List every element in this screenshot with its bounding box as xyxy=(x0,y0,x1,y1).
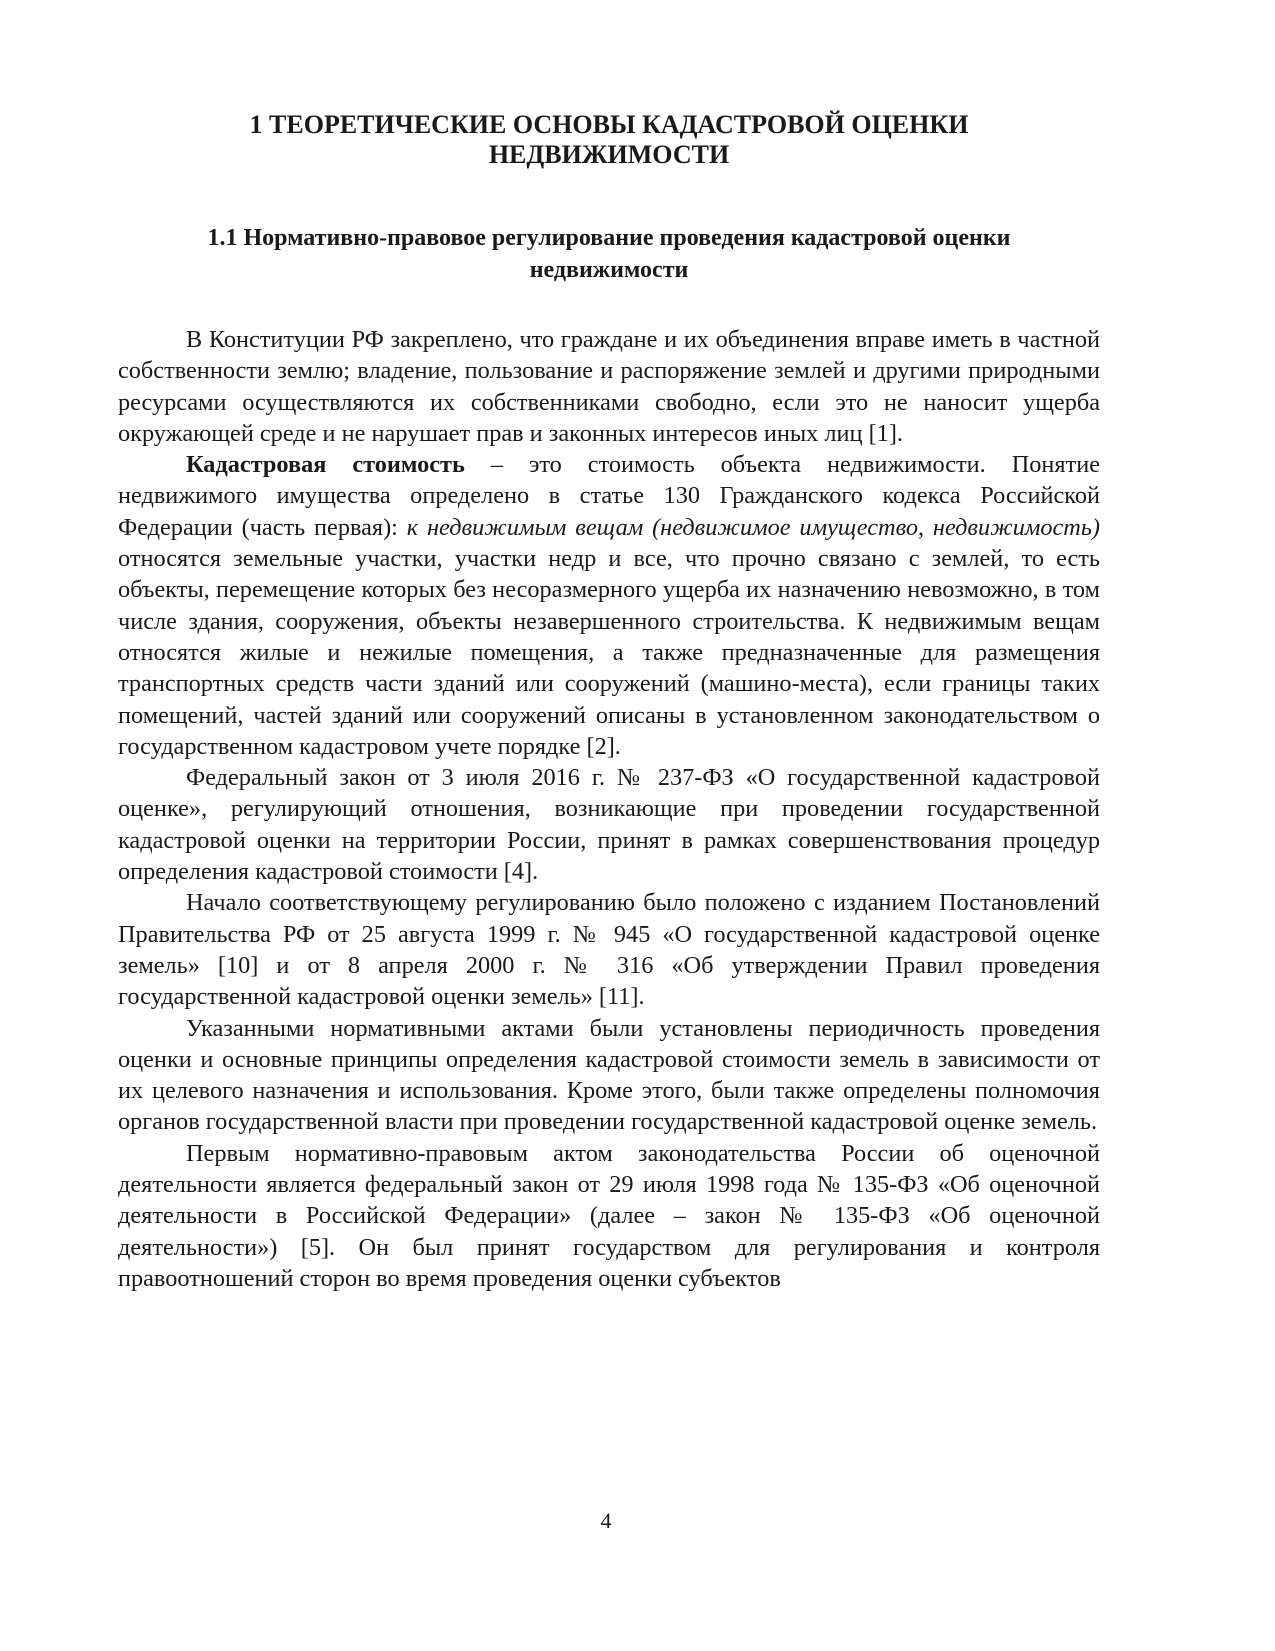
paragraph-federal-law-135 xyxy=(118,1138,1100,1294)
paragraph-government-decrees-text: Начало соответствующему регулированию было положено с изданием Постановлений Правительства РФ от 25 августа 1999 г. № 945 «О государственной кадастровой оценке земель» [10] и от 8 апреля 2000 г. № 316 «Об утверждении Правил проведения государственной кадастровой оценки земель» [11]. xyxy=(118,889,1100,1011)
chapter-title xyxy=(118,110,1100,170)
term-cadastral-value: Кадастровая стоимость xyxy=(186,451,465,479)
section-title-line-2: недвижимости xyxy=(529,257,689,283)
paragraph-normative-acts xyxy=(118,1013,1100,1138)
page-number: 4 xyxy=(600,1508,612,1533)
section-title-line-1: 1.1 Нормативно-правовое регулирование проведения кадастровой оценки xyxy=(207,225,1011,251)
paragraph-normative-acts-text: Указанными нормативными актами были установлены периодичность проведения оценки и основные принципы определения кадастровой стоимости земель в зависимости от их целевого назначения и использования. Кроме этого, были также определены полномочия органов государственной власти при проведении государственной кадастровой оценке земель. xyxy=(118,1014,1100,1136)
paragraph-government-decrees xyxy=(118,887,1100,1012)
chapter-title-line-2: НЕДВИЖИМОСТИ xyxy=(488,140,730,169)
paragraph-cadastral-value-text-b: относятся земельные участки, участки недр и все, что прочно связано с землей, то есть объекты, перемещение которых без несоразмерного ущерба их назначению невозможно, в том числе здания, сооружения, объекты незавершенного строительства. К недвижимым вещам относятся жилые и нежилые помещения, а также предназначенные для размещения транспортных средств части зданий или сооружений (машино-места), если границы таких помещений, частей зданий или сооружений описаны в установленном законодательством о государственном кадастровом учете порядке [2]. xyxy=(118,545,1100,760)
paragraph-constitution-text: В Конституции РФ закреплено, что граждане и их объединения вправе иметь в частной собственности землю; владение, пользование и распоряжение землей и другими природными ресурсами осуществляются их собственниками свободно, если это не наносит ущерба окружающей среде и не нарушает прав и законных интересов иных лиц [1]. xyxy=(118,326,1100,447)
paragraph-cadastral-value-italic: к недвижимым вещам (недвижимое имущество, недвижимость) xyxy=(406,513,1101,541)
paragraph-federal-law-135-text: Первым нормативно-правовым актом законодательства России об оценочной деятельности является федеральный закон от 29 июля 1998 года № 135-ФЗ «Об оценочной деятельности в Российской Федерации» (далее – закон № 135-ФЗ «Об оценочной деятельности») [5]. Он был принят государством для регулирования и контроля правоотношений сторон во время проведения оценки субъектов xyxy=(118,1139,1100,1292)
paragraph-federal-law-237-text: Федеральный закон от 3 июля 2016 г. № 237-ФЗ «О государственной кадастровой оценке», регулирующий отношения, возникающие при проведении государственной кадастровой оценки на территории России, принят в рамках совершенствования процедур определения кадастровой стоимости [4]. xyxy=(118,764,1100,886)
paragraph-cadastral-value xyxy=(118,449,1100,762)
chapter-title-line-1: 1 ТЕОРЕТИЧЕСКИЕ ОСНОВЫ КАДАСТРОВОЙ ОЦЕНКИ xyxy=(249,110,969,139)
paragraph-cadastral-value-text-a: – это стоимость объекта недвижимости. Понятие недвижимого имущества определено в статье 130 Гражданского кодекса Российской Федерации (часть первая): xyxy=(118,451,1100,541)
section-title xyxy=(118,222,1100,286)
paragraph-federal-law-237 xyxy=(118,762,1100,887)
document-page xyxy=(118,110,1100,1294)
paragraph-constitution xyxy=(118,324,1100,449)
